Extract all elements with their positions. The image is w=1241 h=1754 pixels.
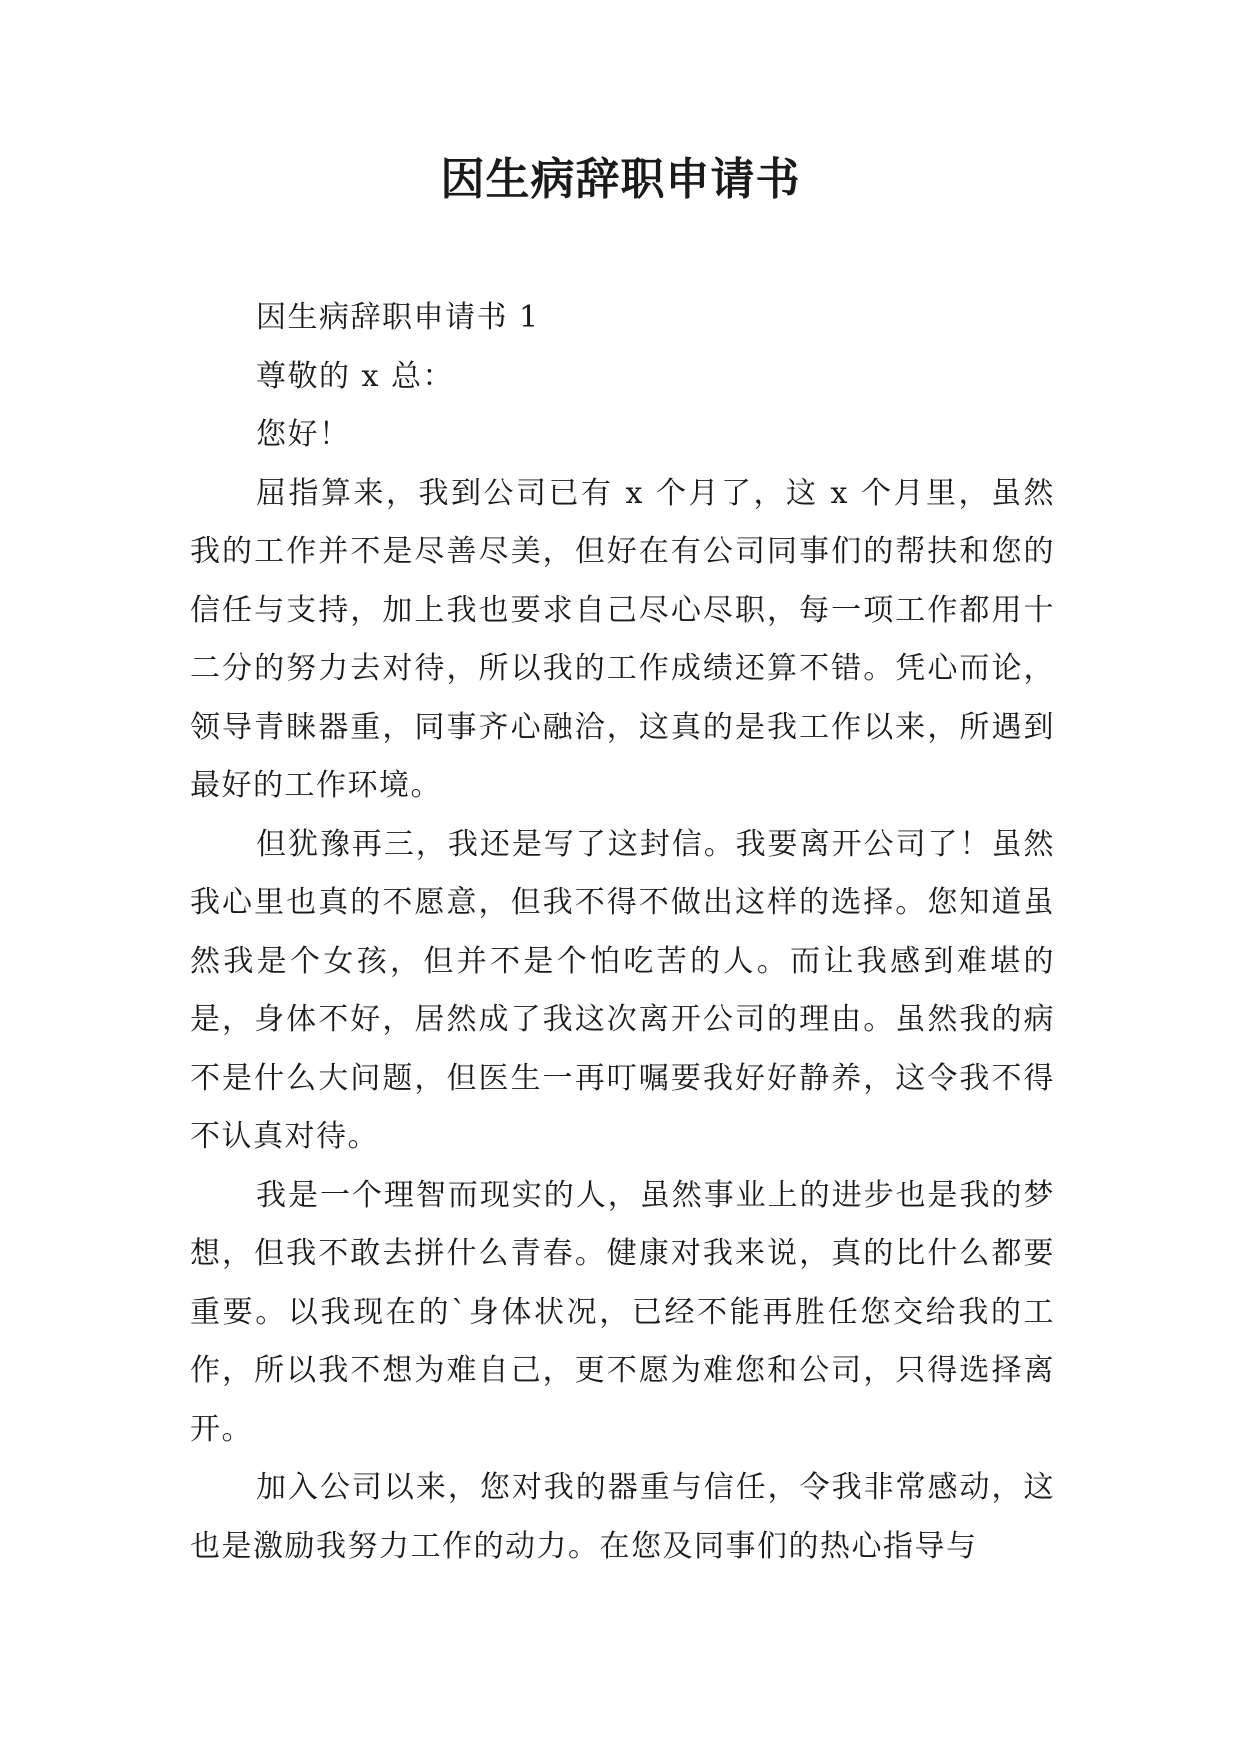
- body-paragraph: 加入公司以来，您对我的器重与信任，令我非常感动，这也是激励我努力工作的动力。在您及同事们的热心指导与: [190, 1470, 1055, 1564]
- body-paragraph: 我是一个理智而现实的人，虽然事业上的进步也是我的梦想，但我不敢去拼什么青春。健康对我来说，真的比什么都要重要。以我现在的`身体状况，已经不能再胜任您交给我的工作，所以我不想为难自己，更不愿为难您和公司，只得选择离开。: [190, 1177, 1055, 1447]
- body-paragraph: 屈指算来，我到公司已有 x 个月了，这 x 个月里，虽然我的工作并不是尽善尽美，但好在有公司同事们的帮扶和您的信任与支持，加上我也要求自己尽心尽职，每一项工作都用十二分的努力去对待，所以我的工作成绩还算不错。凭心而论，领导青睐器重，同事齐心融洽，这真的是我工作以来，所遇到最好的工作环境。: [190, 475, 1055, 803]
- greeting: 您好！: [256, 417, 351, 452]
- salutation: 尊敬的 x 总：: [256, 358, 454, 394]
- document-title: 因生病辞职申请书: [440, 154, 801, 205]
- document-body: [190, 289, 1055, 1576]
- section-heading: 因生病辞职申请书 1: [256, 300, 540, 335]
- body-paragraph: 但犹豫再三，我还是写了这封信。我要离开公司了！虽然我心里也真的不愿意，但我不得不做出这样的选择。您知道虽然我是个女孩，但并不是个怕吃苦的人。而让我感到难堪的是，身体不好，居然成了我这次离开公司的理由。虽然我的病不是什么大问题，但医生一再叮嘱要我好好静养，这令我不得不认真对待。: [190, 826, 1055, 1154]
